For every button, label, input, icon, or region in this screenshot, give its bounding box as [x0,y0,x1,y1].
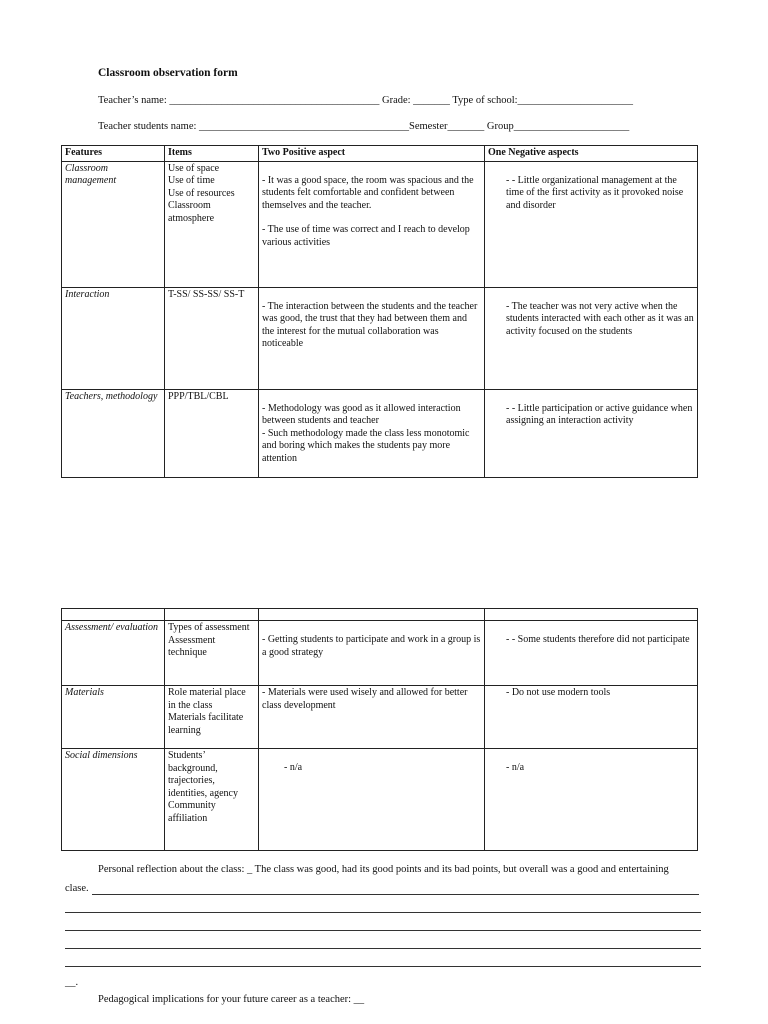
reflection-end-mark: __. [65,977,79,988]
item-text: Community affiliation [168,800,216,824]
empty-header-cell [62,609,165,621]
positive-cell [259,161,485,287]
items-cell [165,287,259,389]
teacher-student-name-line: Teacher students name: ________________________________________Semester_______ Group______________________ [98,121,630,132]
table-row [62,287,698,389]
feature-cell: Teachers, methodology [62,389,165,477]
negative-text: - n/a [506,762,525,773]
teacher-name-line: Teacher’s name: ________________________________________ Grade: _______ Type of school:______________________ [98,95,634,106]
negative-text: - - Little organizational management at the time of the first activity as it provoked noise and disorder [506,174,684,211]
negative-cell [485,161,698,287]
observation-table-2 [61,608,698,851]
answer-line [65,966,701,967]
item-text: Use of time [168,175,215,187]
positive-cell [259,389,485,477]
negative-cell [485,749,698,851]
positive-text: - n/a [284,762,303,773]
empty-header-cell [259,609,485,621]
positive-text: - It was a good space, the room was spacious and the students felt comfortable and confident between themselves and the teacher. [262,174,474,211]
item-text: Materials facilitate learning [168,712,244,736]
answer-line [92,894,699,895]
negative-text: - - Some students therefore did not participate [506,634,690,645]
item-text: Classroom atmosphere [168,200,215,224]
feature-cell: Social dimensions [62,749,165,851]
positive-text: - The interaction between the students and the teacher was good, the trust that they had between them and the interest for the mutual collaboration was noticeable [262,300,478,350]
header-features: Features [62,146,165,162]
table-row [62,749,698,851]
item-text: Use of space [168,162,220,174]
positive-cell [259,621,485,686]
table-row [62,686,698,749]
item-text: Use of resources [168,187,235,199]
item-text: PPP/TBL/CBL [168,390,229,402]
items-cell [165,389,259,477]
table-row [62,621,698,686]
header-negative: One Negative aspects [485,146,698,162]
pedagogical-implications-text: Pedagogical implications for your future career as a teacher: __ [98,994,365,1005]
feature-cell: Interaction [62,287,165,389]
table-header-row [62,609,698,621]
positive-cell [259,749,485,851]
table-row [62,161,698,287]
items-cell [165,621,259,686]
negative-text: - The teacher was not very active when the students interacted with each other as it was an activity focused on the students [506,300,694,337]
item-text: Role material place in the class [168,687,246,711]
feature-cell: Classroom management [62,161,165,287]
negative-cell [485,621,698,686]
negative-cell [485,287,698,389]
positive-cell [259,287,485,389]
item-text: Types of assessment [168,622,250,633]
personal-reflection-text: Personal reflection about the class: _ The class was good, had its good points and its bad points, but overall was a good and entertaining [98,864,669,875]
negative-text: - Do not use modern tools [506,687,611,698]
item-text: T-SS/ SS-SS/ SS-T [168,288,245,300]
positive-text: - Methodology was good as it allowed interaction between students and teacher [262,402,461,427]
feature-cell: Assessment/ evaluation [62,621,165,686]
empty-header-cell [165,609,259,621]
items-cell [165,749,259,851]
negative-cell [485,686,698,749]
positive-text: - Materials were used wisely and allowed for better class development [262,687,468,711]
form-title: Classroom observation form [98,67,238,79]
item-text: Assessment technique [168,634,216,659]
negative-cell [485,389,698,477]
personal-reflection-continuation: clase. [65,883,89,894]
observation-table-1 [61,145,698,478]
positive-text: - Such methodology made the class less monotomic and boring which makes the students pay more attention [262,427,470,464]
item-text: Students’ background, trajectories, identities, agency [168,750,238,799]
table-header-row [62,146,698,162]
items-cell [165,161,259,287]
positive-cell [259,686,485,749]
positive-text: - The use of time was correct and I reach to develop various activities [262,224,470,248]
table-row [62,389,698,477]
answer-line [65,912,701,913]
feature-cell: Materials [62,686,165,749]
empty-header-cell [485,609,698,621]
negative-text: - - Little participation or active guidance when assigning an interaction activity [506,402,693,427]
header-positive: Two Positive aspect [259,146,485,162]
answer-line [65,948,701,949]
items-cell [165,686,259,749]
positive-text: - Getting students to participate and work in a group is a good strategy [262,634,481,658]
answer-line [65,930,701,931]
header-items: Items [165,146,259,162]
